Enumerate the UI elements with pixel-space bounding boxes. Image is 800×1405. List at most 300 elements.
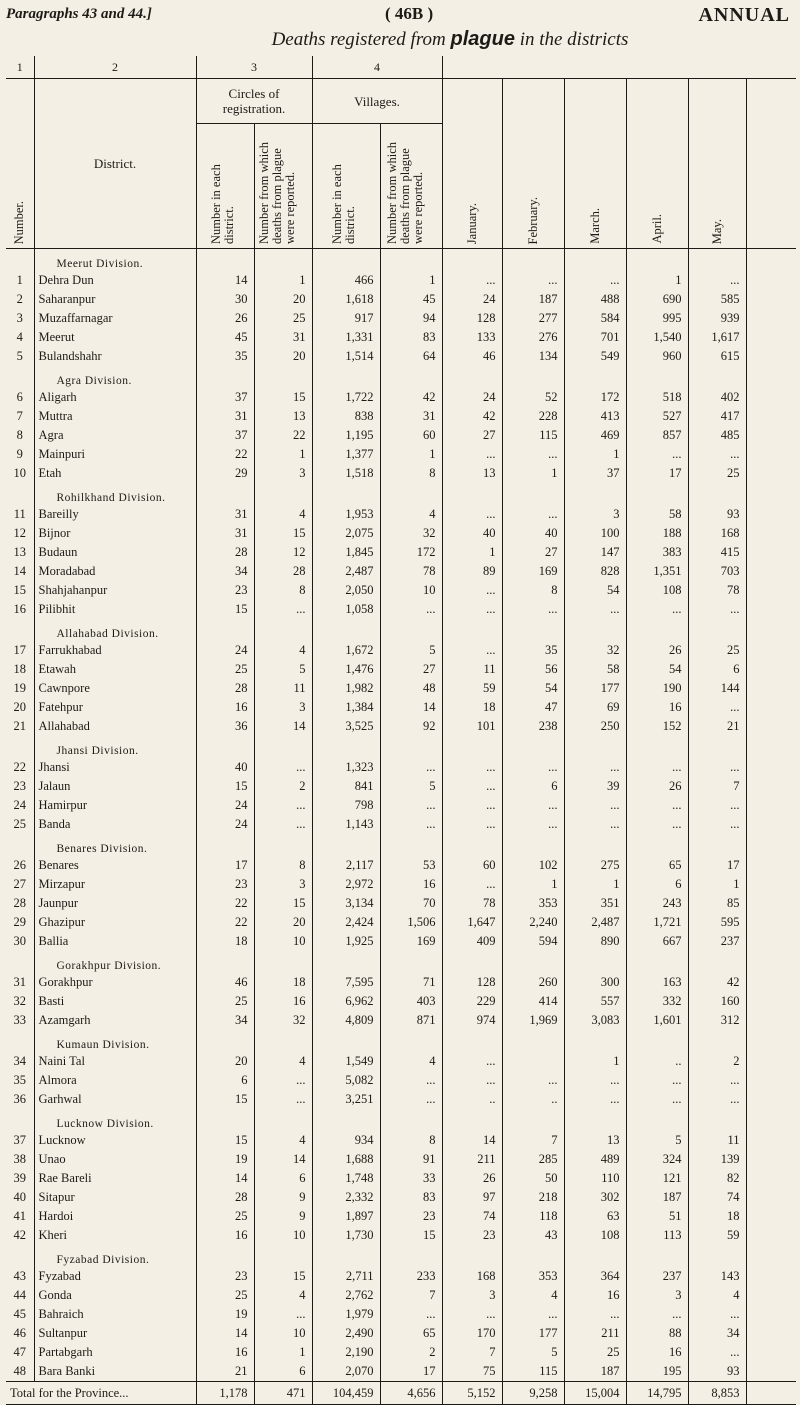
march-deaths: 701 <box>564 328 626 347</box>
district-name: Fyzabad <box>34 1267 196 1286</box>
march-deaths: 37 <box>564 464 626 483</box>
table-row <box>6 992 796 1011</box>
january-deaths: ... <box>442 758 502 777</box>
april-deaths: 690 <box>626 290 688 309</box>
villages-reported: 8 <box>380 1131 442 1150</box>
circles-reported: 28 <box>254 562 312 581</box>
plague-deaths-table <box>6 56 796 1405</box>
january-deaths: 42 <box>442 407 502 426</box>
february-deaths: 134 <box>502 347 564 366</box>
table-row <box>6 1150 796 1169</box>
villages-reported: ... <box>380 796 442 815</box>
circles-in-district: 34 <box>196 562 254 581</box>
division-header-row <box>6 619 796 641</box>
circles-reported: 15 <box>254 894 312 913</box>
villages-in-district: 841 <box>312 777 380 796</box>
circles-in-district: 17 <box>196 856 254 875</box>
table-row <box>6 932 796 951</box>
table-row <box>6 913 796 932</box>
villages-reported: 23 <box>380 1207 442 1226</box>
february-deaths: 5 <box>502 1343 564 1362</box>
april-deaths: 1,601 <box>626 1011 688 1030</box>
january-deaths: 75 <box>442 1362 502 1382</box>
circles-reported: ... <box>254 815 312 834</box>
january-deaths: 168 <box>442 1267 502 1286</box>
row-number: 22 <box>6 758 34 777</box>
circles-reported: 5 <box>254 660 312 679</box>
row-number: 47 <box>6 1343 34 1362</box>
row-blank <box>746 973 796 992</box>
may-deaths: 1,617 <box>688 328 746 347</box>
circles-in-district: 25 <box>196 992 254 1011</box>
district-name: Bara Banki <box>34 1362 196 1382</box>
circles-in-district: 35 <box>196 347 254 366</box>
district-name: Allahabad <box>34 717 196 736</box>
may-deaths: 6 <box>688 660 746 679</box>
april-deaths: 1,540 <box>626 328 688 347</box>
villages-in-district: 1,476 <box>312 660 380 679</box>
row-number: 39 <box>6 1169 34 1188</box>
circles-in-district: 24 <box>196 815 254 834</box>
march-deaths: 584 <box>564 309 626 328</box>
circles-in-district: 31 <box>196 407 254 426</box>
circles-reported: 20 <box>254 347 312 366</box>
number-header <box>6 79 34 249</box>
villages-in-district: 1,688 <box>312 1150 380 1169</box>
district-name: Jhansi <box>34 758 196 777</box>
villages-reported: 48 <box>380 679 442 698</box>
row-blank <box>746 641 796 660</box>
circles-in-district: 14 <box>196 271 254 290</box>
may-deaths: ... <box>688 796 746 815</box>
row-blank <box>746 660 796 679</box>
april-deaths: ... <box>626 815 688 834</box>
may-deaths: 703 <box>688 562 746 581</box>
march-deaths: 549 <box>564 347 626 366</box>
march-deaths: 63 <box>564 1207 626 1226</box>
circles-reported: 11 <box>254 679 312 698</box>
villages-reported: 91 <box>380 1150 442 1169</box>
january-deaths: 3 <box>442 1286 502 1305</box>
february-deaths: .. <box>502 1090 564 1109</box>
february-deaths: ... <box>502 815 564 834</box>
circles-reported: 4 <box>254 505 312 524</box>
march-deaths: 302 <box>564 1188 626 1207</box>
row-blank <box>746 445 796 464</box>
division-name: Allahabad Division. <box>34 619 196 641</box>
table-row <box>6 796 796 815</box>
circles-in-district: 23 <box>196 581 254 600</box>
table-body <box>6 249 796 1382</box>
circles-reported: 6 <box>254 1362 312 1382</box>
january-deaths: 89 <box>442 562 502 581</box>
district-name: Kheri <box>34 1226 196 1245</box>
february-deaths: ... <box>502 758 564 777</box>
row-blank <box>746 777 796 796</box>
april-deaths: 26 <box>626 641 688 660</box>
march-deaths: 364 <box>564 1267 626 1286</box>
division-blank <box>6 366 34 388</box>
row-number: 34 <box>6 1052 34 1071</box>
circles-reported: 4 <box>254 1286 312 1305</box>
april-deaths: ... <box>626 758 688 777</box>
district-name: Mainpuri <box>34 445 196 464</box>
march-deaths: 250 <box>564 717 626 736</box>
april-deaths: ... <box>626 600 688 619</box>
division-name: Gorakhpur Division. <box>34 951 196 973</box>
march-deaths: ... <box>564 758 626 777</box>
row-blank <box>746 388 796 407</box>
row-number: 18 <box>6 660 34 679</box>
february-deaths: 1,969 <box>502 1011 564 1030</box>
villages-reported: 7 <box>380 1286 442 1305</box>
circles-in-district: 46 <box>196 973 254 992</box>
circles-in-district: 24 <box>196 641 254 660</box>
march-deaths: ... <box>564 1305 626 1324</box>
may-deaths: 34 <box>688 1324 746 1343</box>
circles-reported: 12 <box>254 543 312 562</box>
villages-in-district: 1,982 <box>312 679 380 698</box>
district-name: Etawah <box>34 660 196 679</box>
row-number: 11 <box>6 505 34 524</box>
circles-in-district: 28 <box>196 679 254 698</box>
circles-in-district: 23 <box>196 875 254 894</box>
january-deaths: ... <box>442 271 502 290</box>
table-row <box>6 1169 796 1188</box>
villages-in-district: 1,845 <box>312 543 380 562</box>
circles-in-district: 22 <box>196 894 254 913</box>
table-row <box>6 717 796 736</box>
row-blank <box>746 328 796 347</box>
villages-reported: 233 <box>380 1267 442 1286</box>
february-deaths: 6 <box>502 777 564 796</box>
row-blank <box>746 913 796 932</box>
january-deaths: 18 <box>442 698 502 717</box>
villages-reported: ... <box>380 600 442 619</box>
villages-reported: 33 <box>380 1169 442 1188</box>
row-blank <box>746 1052 796 1071</box>
table-row <box>6 973 796 992</box>
villages-in-district: 1,384 <box>312 698 380 717</box>
row-number: 41 <box>6 1207 34 1226</box>
january-deaths: 13 <box>442 464 502 483</box>
january-deaths: 229 <box>442 992 502 1011</box>
february-deaths: 115 <box>502 1362 564 1382</box>
villages-reported: ... <box>380 815 442 834</box>
table-row <box>6 1267 796 1286</box>
circles-in-district: 20 <box>196 1052 254 1071</box>
circles-reported: 20 <box>254 913 312 932</box>
villages-in-district: 2,424 <box>312 913 380 932</box>
march-deaths: 177 <box>564 679 626 698</box>
april-deaths: 195 <box>626 1362 688 1382</box>
villages-in-district: 1,331 <box>312 328 380 347</box>
circles-reported: 20 <box>254 290 312 309</box>
villages-reported: 78 <box>380 562 442 581</box>
district-name: Banda <box>34 815 196 834</box>
march-deaths: 890 <box>564 932 626 951</box>
circles-reported: 13 <box>254 407 312 426</box>
row-blank <box>746 679 796 698</box>
april-deaths: 16 <box>626 1343 688 1362</box>
row-number: 36 <box>6 1090 34 1109</box>
may-deaths: 144 <box>688 679 746 698</box>
col-number-2: 2 <box>34 56 196 79</box>
april-deaths: 667 <box>626 932 688 951</box>
circles-reported: 10 <box>254 1226 312 1245</box>
february-deaths: 238 <box>502 717 564 736</box>
circles-reported: 25 <box>254 309 312 328</box>
march-deaths: ... <box>564 271 626 290</box>
march-deaths: 100 <box>564 524 626 543</box>
january-deaths: ... <box>442 445 502 464</box>
villages-reported: 42 <box>380 388 442 407</box>
january-deaths: ... <box>442 505 502 524</box>
circles-in-district: 25 <box>196 1207 254 1226</box>
circles-in-district: 31 <box>196 505 254 524</box>
division-header-row <box>6 736 796 758</box>
february-deaths: 414 <box>502 992 564 1011</box>
division-blank <box>6 736 34 758</box>
february-deaths: 40 <box>502 524 564 543</box>
villages-in-district: 2,050 <box>312 581 380 600</box>
villages-reported: 8 <box>380 464 442 483</box>
district-name: Dehra Dun <box>34 271 196 290</box>
april-deaths: 54 <box>626 660 688 679</box>
row-number: 45 <box>6 1305 34 1324</box>
january-deaths: 59 <box>442 679 502 698</box>
district-name: Almora <box>34 1071 196 1090</box>
april-deaths: 6 <box>626 875 688 894</box>
april-deaths: 16 <box>626 698 688 717</box>
district-name: Rae Bareli <box>34 1169 196 1188</box>
villages-reported: 1 <box>380 271 442 290</box>
district-name: Cawnpore <box>34 679 196 698</box>
division-blank <box>6 619 34 641</box>
row-number: 15 <box>6 581 34 600</box>
villages-in-district: 1,143 <box>312 815 380 834</box>
villages-in-district: 2,190 <box>312 1343 380 1362</box>
may-deaths: 312 <box>688 1011 746 1030</box>
circles-reported: ... <box>254 1305 312 1324</box>
january-deaths: 40 <box>442 524 502 543</box>
may-deaths: 25 <box>688 464 746 483</box>
circles-reported: 8 <box>254 581 312 600</box>
may-deaths: 168 <box>688 524 746 543</box>
district-name: Bahraich <box>34 1305 196 1324</box>
table-row <box>6 426 796 445</box>
row-blank <box>746 717 796 736</box>
row-blank <box>746 992 796 1011</box>
march-deaths: 351 <box>564 894 626 913</box>
row-blank <box>746 464 796 483</box>
march-deaths: 557 <box>564 992 626 1011</box>
col-number-blank <box>442 56 796 79</box>
circles-in-district: 21 <box>196 1362 254 1382</box>
row-number: 12 <box>6 524 34 543</box>
may-deaths: 585 <box>688 290 746 309</box>
february-deaths: 118 <box>502 1207 564 1226</box>
villages-in-district: 2,332 <box>312 1188 380 1207</box>
circles-in-district: 25 <box>196 1286 254 1305</box>
january-deaths: ... <box>442 581 502 600</box>
circles-in-district: 26 <box>196 309 254 328</box>
row-number: 40 <box>6 1188 34 1207</box>
circles-reported: 8 <box>254 856 312 875</box>
table-row <box>6 1188 796 1207</box>
villages-in-district: 934 <box>312 1131 380 1150</box>
district-name: Bijnor <box>34 524 196 543</box>
february-deaths: 260 <box>502 973 564 992</box>
villages-reported: 5 <box>380 777 442 796</box>
january-deaths: 74 <box>442 1207 502 1226</box>
circles-in-district: 36 <box>196 717 254 736</box>
row-number: 48 <box>6 1362 34 1382</box>
total-january: 5,152 <box>442 1382 502 1405</box>
row-number: 8 <box>6 426 34 445</box>
march-deaths: 187 <box>564 1362 626 1382</box>
row-number: 31 <box>6 973 34 992</box>
march-deaths: 39 <box>564 777 626 796</box>
division-header-row <box>6 366 796 388</box>
circles-reported: 10 <box>254 1324 312 1343</box>
table-row <box>6 894 796 913</box>
march-deaths: 25 <box>564 1343 626 1362</box>
circles-in-district: 15 <box>196 1131 254 1150</box>
row-number: 42 <box>6 1226 34 1245</box>
villages-reported: 83 <box>380 328 442 347</box>
february-deaths: ... <box>502 600 564 619</box>
row-blank <box>746 524 796 543</box>
villages-in-district-text: Number in each district. <box>330 164 357 244</box>
table-row <box>6 1131 796 1150</box>
row-blank <box>746 1071 796 1090</box>
march-deaths: 1 <box>564 445 626 464</box>
february-deaths: 276 <box>502 328 564 347</box>
january-deaths: ... <box>442 1052 502 1071</box>
row-blank <box>746 796 796 815</box>
villages-reported: 45 <box>380 290 442 309</box>
january-deaths: ... <box>442 600 502 619</box>
march-deaths: 172 <box>564 388 626 407</box>
march-deaths: 32 <box>564 641 626 660</box>
january-deaths: ... <box>442 1305 502 1324</box>
january-deaths: ... <box>442 777 502 796</box>
row-number: 24 <box>6 796 34 815</box>
villages-reported: 4 <box>380 505 442 524</box>
january-deaths: 46 <box>442 347 502 366</box>
district-name: Fatehpur <box>34 698 196 717</box>
district-name: Ballia <box>34 932 196 951</box>
may-deaths: 25 <box>688 641 746 660</box>
circles-in-district: 16 <box>196 698 254 717</box>
row-number: 32 <box>6 992 34 1011</box>
villages-in-district: 2,972 <box>312 875 380 894</box>
row-blank <box>746 1267 796 1286</box>
april-deaths: 121 <box>626 1169 688 1188</box>
may-deaths: 4 <box>688 1286 746 1305</box>
circles-reported: 16 <box>254 992 312 1011</box>
table-row <box>6 1207 796 1226</box>
number-header-text: Number. <box>12 200 27 244</box>
running-head: ANNUAL <box>698 4 790 26</box>
march-deaths: 2,487 <box>564 913 626 932</box>
villages-reported: 2 <box>380 1343 442 1362</box>
circles-in-district: 34 <box>196 1011 254 1030</box>
division-name: Benares Division. <box>34 834 196 856</box>
villages-in-district: 2,075 <box>312 524 380 543</box>
may-deaths: 85 <box>688 894 746 913</box>
circles-reported: ... <box>254 600 312 619</box>
may-deaths: ... <box>688 1071 746 1090</box>
february-deaths: ... <box>502 796 564 815</box>
row-number: 46 <box>6 1324 34 1343</box>
february-deaths: 27 <box>502 543 564 562</box>
row-number: 6 <box>6 388 34 407</box>
total-villages-plague: 4,656 <box>380 1382 442 1405</box>
january-deaths: 26 <box>442 1169 502 1188</box>
february-deaths: 54 <box>502 679 564 698</box>
march-header-text: March. <box>587 208 602 244</box>
circles-reported: 4 <box>254 1052 312 1071</box>
january-deaths: .. <box>442 1090 502 1109</box>
circles-in-district: 29 <box>196 464 254 483</box>
row-number: 9 <box>6 445 34 464</box>
division-header-row <box>6 1109 796 1131</box>
district-name: Garhwal <box>34 1090 196 1109</box>
row-blank <box>746 1305 796 1324</box>
february-deaths: 187 <box>502 290 564 309</box>
table-row <box>6 1090 796 1109</box>
february-deaths <box>502 1052 564 1071</box>
row-number: 37 <box>6 1131 34 1150</box>
row-blank <box>746 1343 796 1362</box>
row-blank <box>746 1207 796 1226</box>
circles-reported: 1 <box>254 1343 312 1362</box>
col-number-4: 4 <box>312 56 442 79</box>
april-deaths: 58 <box>626 505 688 524</box>
row-blank <box>746 1362 796 1382</box>
february-deaths: 52 <box>502 388 564 407</box>
may-deaths: 11 <box>688 1131 746 1150</box>
february-deaths: ... <box>502 271 564 290</box>
april-deaths: ... <box>626 1090 688 1109</box>
march-deaths: ... <box>564 600 626 619</box>
division-blank <box>6 249 34 272</box>
february-deaths: 177 <box>502 1324 564 1343</box>
february-deaths: 8 <box>502 581 564 600</box>
villages-reported: 31 <box>380 407 442 426</box>
table-row <box>6 1011 796 1030</box>
villages-in-district: 917 <box>312 309 380 328</box>
may-deaths: 143 <box>688 1267 746 1286</box>
circles-reported: 31 <box>254 328 312 347</box>
february-deaths: 228 <box>502 407 564 426</box>
march-deaths: 58 <box>564 660 626 679</box>
circles-reported: 4 <box>254 641 312 660</box>
april-deaths: 88 <box>626 1324 688 1343</box>
total-label: Total for the Province... <box>6 1382 196 1405</box>
division-header-row <box>6 834 796 856</box>
february-deaths: 102 <box>502 856 564 875</box>
villages-reported: 16 <box>380 875 442 894</box>
page-number: ( 46B ) <box>385 4 434 23</box>
circles-in-district: 22 <box>196 445 254 464</box>
villages-in-district: 7,595 <box>312 973 380 992</box>
may-deaths: 139 <box>688 1150 746 1169</box>
april-deaths: 5 <box>626 1131 688 1150</box>
circles-header: Circles of registration. <box>196 79 312 124</box>
